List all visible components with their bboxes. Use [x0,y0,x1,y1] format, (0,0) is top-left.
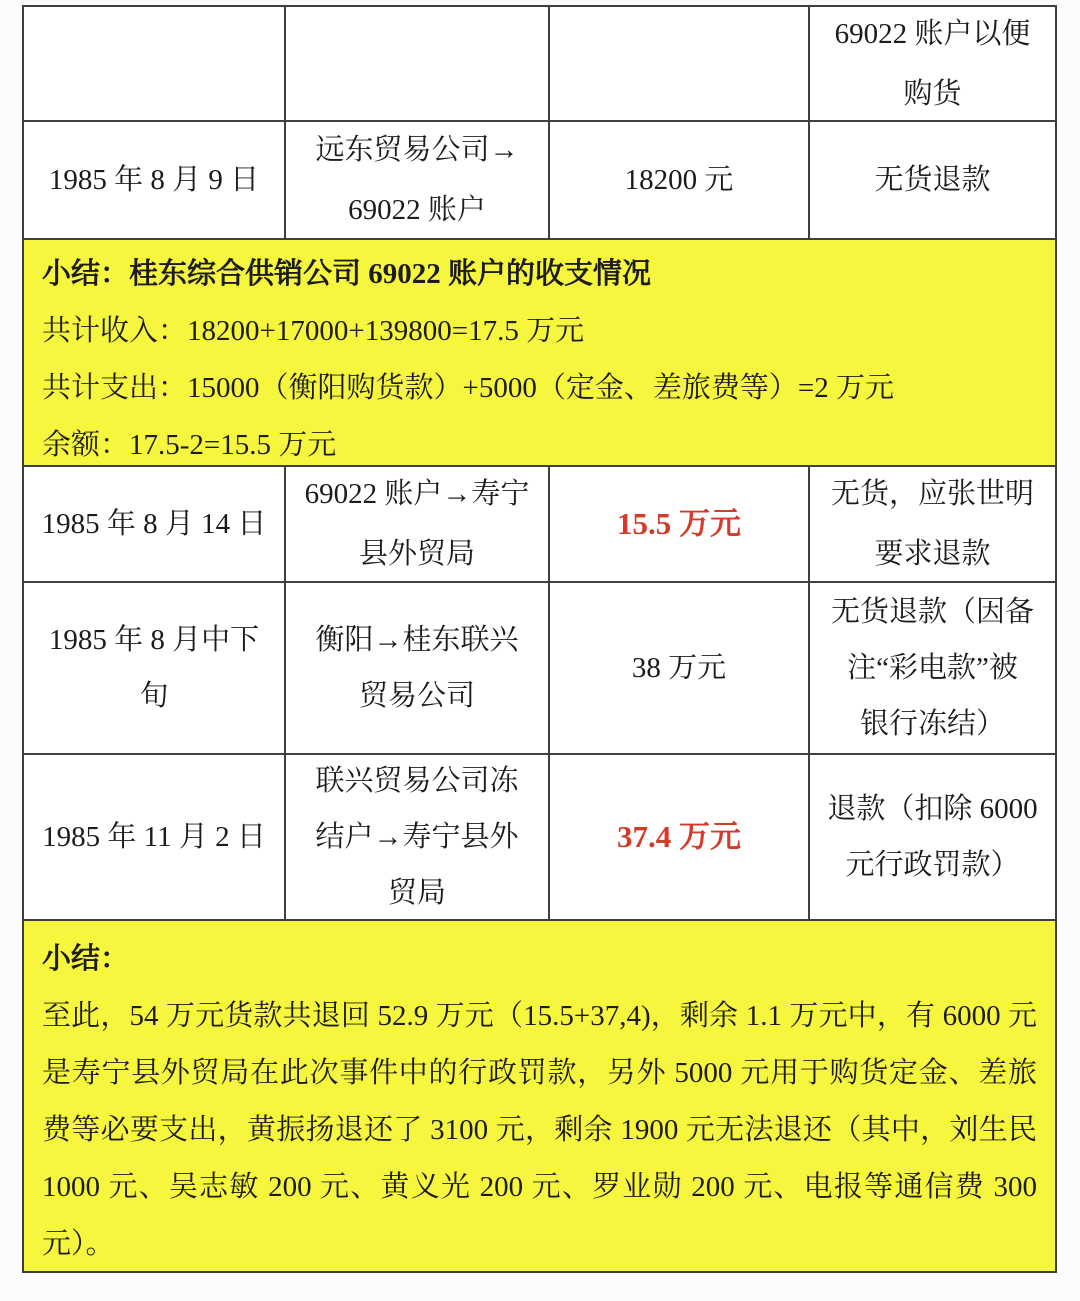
summary-block-account-69022 [24,238,1055,465]
cell-date [24,755,284,919]
cell-amount [548,583,808,753]
note-line: 要求退款 [874,538,991,570]
summary-block-final [24,919,1055,1271]
summary-income-line: 共计收入：18200+17000+139800=17.5 万元 [42,315,585,347]
cell-date [24,583,284,753]
cell-flow [284,755,548,919]
flow-line: 结户→寿宁县外 [315,821,519,853]
date-line: 旬 [139,680,169,712]
note-line: 元行政罚款） [845,849,1020,881]
date-text: 1985 年 8 月 14 日 [41,508,267,540]
cell-flow-empty [284,7,548,120]
note-line: 银行冻结） [859,708,1005,740]
cell-flow [284,583,548,753]
flow-line: 69022 账户→寿宁 [304,478,530,510]
table-row-nov2 [24,753,1055,919]
cell-note [808,755,1055,919]
cell-date-empty [24,7,284,120]
note-line: 购货 [903,77,962,110]
note-line: 无货退款（因备 [830,596,1034,628]
note-line: 69022 账户以便 [834,17,1031,50]
amount-text-highlighted: 15.5 万元 [617,506,741,541]
flow-line: 衡阳→桂东联兴 [315,624,519,656]
cell-note [808,7,1055,120]
flow-line: 联兴贸易公司冻 [315,765,519,797]
summary-body-paragraph: 至此，54 万元货款共退回 52.9 万元（15.5+37,4)，剩余 1.1 万元中，有 6000 元是寿宁县外贸局在此次事件中的行政罚款，另外 5000 元用于购货定金、差旅费等必要支出，黄振扬退还了 3100 元，剩余 1900 元无法退还（其中，刘生民 1000 元、吴志敏 200 元、黄义光 200 元、罗业勋 200 元、电报等通信费 300 元）。 [42,1000,1037,1260]
amount-text: 38 万元 [631,652,727,684]
date-line: 1985 年 8 月中下 [48,624,260,656]
cell-note [808,583,1055,753]
flow-line: 贸易公司 [358,680,475,712]
cell-amount [548,467,808,581]
flow-line: 远东贸易公司→ [315,134,519,166]
cell-note [808,467,1055,581]
table-row-aug9 [24,120,1055,238]
transactions-table [22,5,1057,1273]
cell-flow [284,122,548,238]
flow-line: 贸局 [387,877,446,909]
table-row-carryover [24,7,1055,120]
cell-amount [548,755,808,919]
cell-amount [548,122,808,238]
note-line: 无货，应张世明 [830,478,1034,510]
note-line: 无货退款 [874,164,991,196]
date-text: 1985 年 11 月 2 日 [42,821,266,853]
summary-expense-line: 共计支出：15000（衡阳购货款）+5000（定金、差旅费等）=2 万元 [42,372,894,404]
cell-amount-empty [548,7,808,120]
flow-line: 69022 账户 [348,194,486,226]
summary-balance-line: 余额：17.5-2=15.5 万元 [42,429,337,461]
cell-note [808,122,1055,238]
date-text: 1985 年 8 月 9 日 [48,164,260,196]
amount-text-highlighted: 37.4 万元 [617,819,741,854]
amount-text: 18200 元 [624,164,734,196]
summary-title: 小结： [42,943,130,975]
cell-date [24,122,284,238]
flow-line: 县外贸局 [358,538,475,570]
note-line: 注“彩电款”被 [847,652,1018,684]
note-line: 退款（扣除 6000 [827,793,1038,825]
table-row-aug14 [24,465,1055,581]
summary-title: 小结：桂东综合供销公司 69022 账户的收支情况 [42,258,652,290]
cell-flow [284,467,548,581]
cell-date [24,467,284,581]
table-row-aug-mid [24,581,1055,753]
